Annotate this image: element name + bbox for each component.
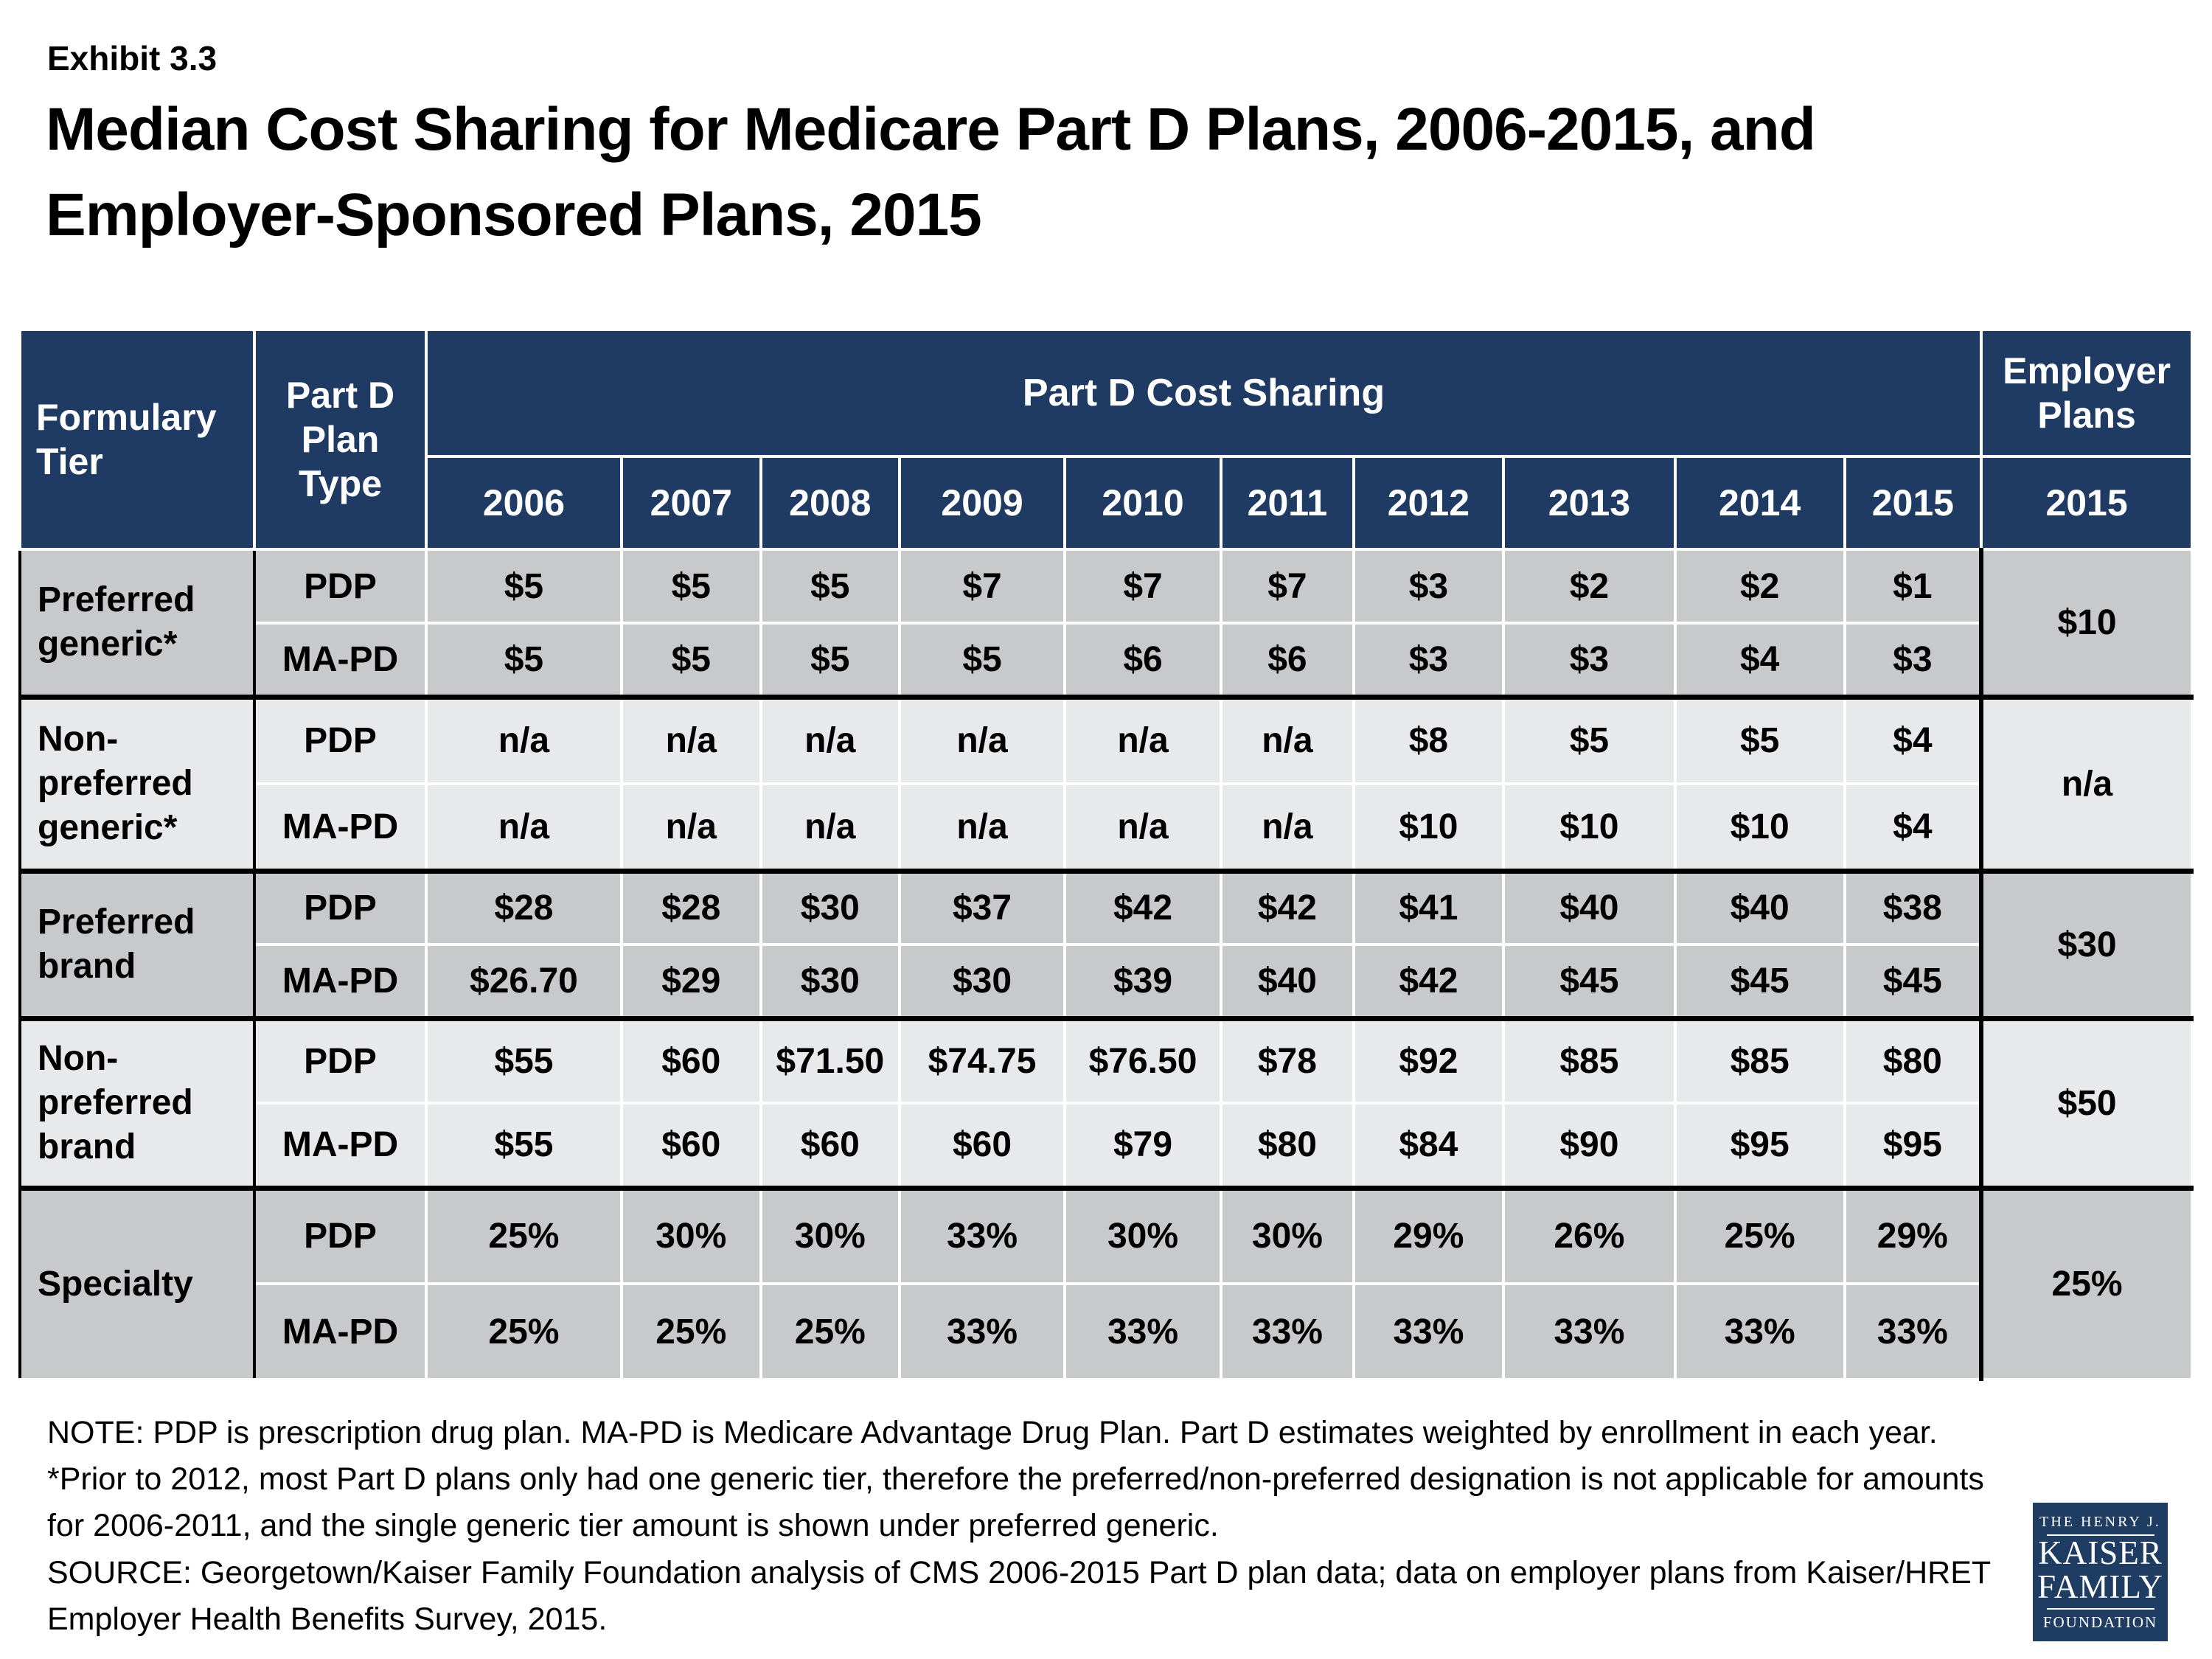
value-cell: $55 [426,1103,622,1188]
tier-cell: Non-preferred brand [20,1018,254,1188]
value-cell: 33% [1675,1284,1845,1380]
col-header-employer-plans: Employer Plans [1981,330,2192,456]
cost-sharing-table [18,328,2194,1381]
employer-value-cell: n/a [1981,697,2192,871]
year-header-2014: 2014 [1675,456,1845,549]
value-cell: $28 [622,871,761,945]
value-cell: 26% [1503,1188,1675,1284]
value-cell: $5 [761,549,900,623]
value-cell: $40 [1675,871,1845,945]
employer-year-header: 2015 [1981,456,2192,549]
value-cell: $4 [1845,784,1982,871]
year-header-2006: 2006 [426,456,622,549]
note-text: NOTE: PDP is prescription drug plan. MA-PD is Medicare Advantage Drug Plan. Part D estimates weighted by enrollment in each year. *Prior to 2012, most Part D plans only had one generic tier, therefore the preferred/non-preferred designation is not applicable for amounts for 2006-2011, and the single generic tier amount is shown under preferred generic. [47,1415,1984,1544]
value-cell: 29% [1354,1188,1503,1284]
value-cell: $2 [1503,549,1675,623]
table-row [20,623,2192,697]
year-header-2008: 2008 [761,456,900,549]
value-cell: n/a [900,784,1065,871]
logo-text-the-henry-j: THE HENRY J. [2039,1514,2161,1530]
value-cell: 25% [426,1188,622,1284]
logo-text-kaiser: KAISER [2038,1534,2163,1571]
value-cell: $6 [1065,623,1221,697]
value-cell: 30% [622,1188,761,1284]
value-cell: $10 [1354,784,1503,871]
value-cell: $78 [1221,1018,1354,1103]
value-cell: $4 [1845,697,1982,784]
value-cell: $55 [426,1018,622,1103]
tier-cell: Preferred brand [20,871,254,1018]
value-cell: $37 [900,871,1065,945]
plan-type-cell: PDP [254,549,426,623]
value-cell: 25% [761,1284,900,1380]
value-cell: $42 [1065,871,1221,945]
value-cell: 25% [1675,1188,1845,1284]
value-cell: n/a [622,697,761,784]
value-cell: $76.50 [1065,1018,1221,1103]
value-cell: n/a [900,697,1065,784]
col-header-part-d-cost-sharing: Part D Cost Sharing [426,330,1981,456]
value-cell: $5 [1675,697,1845,784]
value-cell: $3 [1845,623,1982,697]
value-cell: $8 [1354,697,1503,784]
value-cell: $1 [1845,549,1982,623]
value-cell: $6 [1221,623,1354,697]
plan-type-cell: MA-PD [254,945,426,1018]
tier-cell: Non-preferred generic* [20,697,254,871]
value-cell: $38 [1845,871,1982,945]
plan-type-cell: MA-PD [254,623,426,697]
value-cell: $79 [1065,1103,1221,1188]
value-cell: 30% [1065,1188,1221,1284]
value-cell: n/a [426,697,622,784]
value-cell: 33% [900,1188,1065,1284]
value-cell: $90 [1503,1103,1675,1188]
value-cell: $5 [622,623,761,697]
year-header-2012: 2012 [1354,456,1503,549]
value-cell: $74.75 [900,1018,1065,1103]
value-cell: 30% [761,1188,900,1284]
value-cell: $5 [1503,697,1675,784]
value-cell: $95 [1675,1103,1845,1188]
value-cell: $5 [622,549,761,623]
col-header-plan-type: Part D Plan Type [254,330,426,549]
tier-cell: Preferred generic* [20,549,254,697]
plan-type-cell: PDP [254,697,426,784]
value-cell: $7 [900,549,1065,623]
value-cell: $45 [1675,945,1845,1018]
value-cell: 25% [426,1284,622,1380]
value-cell: n/a [622,784,761,871]
value-cell: $40 [1221,945,1354,1018]
value-cell: $10 [1675,784,1845,871]
table-row [20,945,2192,1018]
value-cell: 33% [1221,1284,1354,1380]
footnotes [47,1410,2001,1643]
logo-text-foundation: FOUNDATION [2042,1613,2158,1631]
table-row [20,1018,2192,1103]
value-cell: 33% [1354,1284,1503,1380]
value-cell: $3 [1503,623,1675,697]
plan-type-cell: MA-PD [254,1284,426,1380]
logo-text-family: FAMILY [2037,1568,2163,1605]
value-cell: $29 [622,945,761,1018]
value-cell: $85 [1503,1018,1675,1103]
year-header-2013: 2013 [1503,456,1675,549]
value-cell: $71.50 [761,1018,900,1103]
value-cell: $45 [1503,945,1675,1018]
table-row [20,697,2192,784]
value-cell: $60 [761,1103,900,1188]
value-cell: 25% [622,1284,761,1380]
table-row [20,871,2192,945]
page-title-line-1: Median Cost Sharing for Medicare Part D Plans, 2006-2015, and [46,96,1815,163]
value-cell: $5 [426,549,622,623]
value-cell: $30 [900,945,1065,1018]
value-cell: 30% [1221,1188,1354,1284]
page-title [46,87,1815,258]
value-cell: n/a [761,697,900,784]
value-cell: 33% [1503,1284,1675,1380]
value-cell: $84 [1354,1103,1503,1188]
kaiser-family-foundation-logo [2033,1503,2168,1641]
value-cell: $42 [1354,945,1503,1018]
value-cell: n/a [1221,697,1354,784]
value-cell: n/a [1065,697,1221,784]
value-cell: 33% [1845,1284,1982,1380]
value-cell: $7 [1221,549,1354,623]
year-header-2010: 2010 [1065,456,1221,549]
value-cell: $80 [1845,1018,1982,1103]
value-cell: $42 [1221,871,1354,945]
value-cell: $39 [1065,945,1221,1018]
tier-cell: Specialty [20,1188,254,1380]
source-text: SOURCE: Georgetown/Kaiser Family Foundation analysis of CMS 2006-2015 Part D plan data; data on employer plans from Kaiser/HRET Employer Health Benefits Survey, 2015. [47,1554,1991,1637]
value-cell: $5 [426,623,622,697]
value-cell: $28 [426,871,622,945]
plan-type-cell: MA-PD [254,784,426,871]
value-cell: 29% [1845,1188,1982,1284]
value-cell: $60 [622,1103,761,1188]
table-row [20,549,2192,623]
year-header-2009: 2009 [900,456,1065,549]
value-cell: $5 [761,623,900,697]
employer-value-cell: $10 [1981,549,2192,697]
value-cell: n/a [761,784,900,871]
value-cell: $3 [1354,549,1503,623]
year-header-2015: 2015 [1845,456,1982,549]
plan-type-cell: PDP [254,871,426,945]
value-cell: $41 [1354,871,1503,945]
value-cell: $80 [1221,1103,1354,1188]
value-cell: $60 [622,1018,761,1103]
employer-value-cell: $50 [1981,1018,2192,1188]
plan-type-cell: MA-PD [254,1103,426,1188]
exhibit-label: Exhibit 3.3 [47,39,218,77]
table-row [20,1284,2192,1380]
value-cell: n/a [1065,784,1221,871]
value-cell: $26.70 [426,945,622,1018]
value-cell: $30 [761,871,900,945]
value-cell: $2 [1675,549,1845,623]
plan-type-cell: PDP [254,1188,426,1284]
year-header-2011: 2011 [1221,456,1354,549]
value-cell: $40 [1503,871,1675,945]
logo-divider [2047,1608,2154,1610]
value-cell: $5 [900,623,1065,697]
value-cell: $85 [1675,1018,1845,1103]
value-cell: $45 [1845,945,1982,1018]
value-cell: 33% [900,1284,1065,1380]
year-header-2007: 2007 [622,456,761,549]
table-row [20,1103,2192,1188]
value-cell: $7 [1065,549,1221,623]
value-cell: $95 [1845,1103,1982,1188]
value-cell: n/a [426,784,622,871]
value-cell: n/a [1221,784,1354,871]
value-cell: $60 [900,1103,1065,1188]
value-cell: $3 [1354,623,1503,697]
value-cell: 33% [1065,1284,1221,1380]
table-row [20,1188,2192,1284]
employer-value-cell: 25% [1981,1188,2192,1380]
employer-value-cell: $30 [1981,871,2192,1018]
page-title-line-2: Employer-Sponsored Plans, 2015 [46,181,981,248]
plan-type-cell: PDP [254,1018,426,1103]
col-header-formulary-tier: Formulary Tier [20,330,254,549]
value-cell: $4 [1675,623,1845,697]
table-row [20,784,2192,871]
value-cell: $92 [1354,1018,1503,1103]
value-cell: $10 [1503,784,1675,871]
value-cell: $30 [761,945,900,1018]
